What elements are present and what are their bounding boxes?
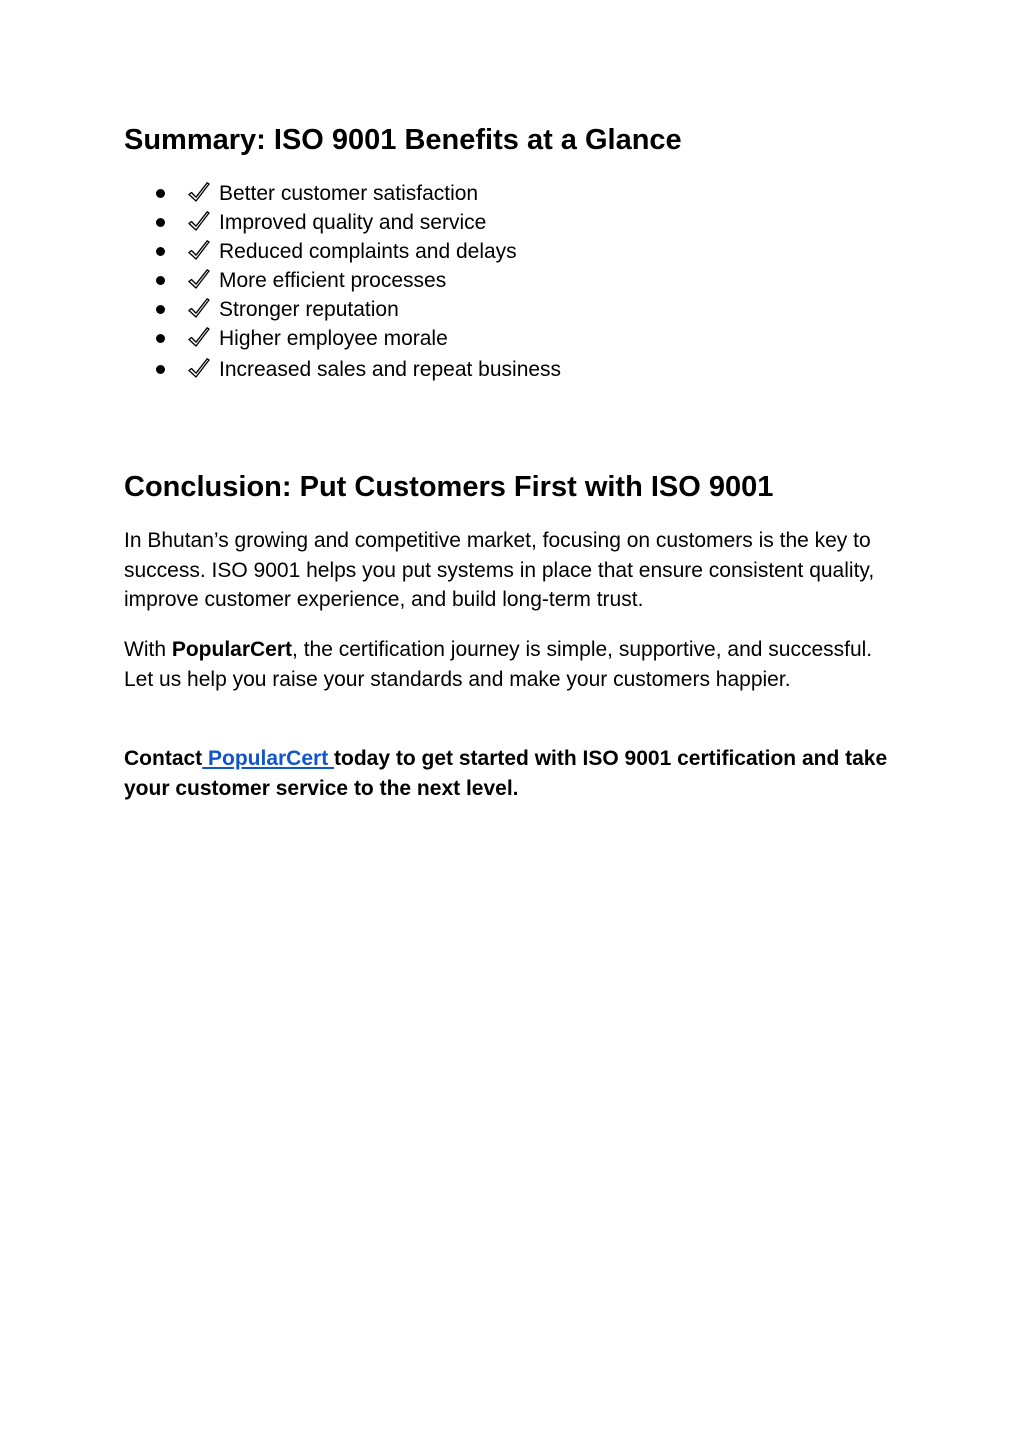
call-to-action <box>124 744 894 803</box>
benefit-label: Stronger reputation <box>219 298 399 321</box>
bullet-icon <box>156 276 165 285</box>
conclusion-paragraph-1: In Bhutan’s growing and competitive market, focusing on customers is the key to success. ISO 9001 helps you put systems in place that ensure consistent quality, improve customer experience, and build long-term trust. <box>124 529 875 611</box>
list-item <box>0 267 1024 296</box>
check-mark-icon <box>186 267 212 293</box>
cta-text: today to get started with ISO 9001 certification and take your customer service to the next level. <box>124 747 888 800</box>
list-item <box>0 356 1024 385</box>
bullet-icon <box>156 305 165 314</box>
conclusion-paragraph-2 <box>124 635 894 694</box>
benefit-label: Increased sales and repeat business <box>219 358 562 381</box>
list-item <box>0 296 1024 325</box>
conclusion-heading: Conclusion: Put Customers First with ISO 9001 <box>124 471 774 503</box>
brand-name: PopularCert <box>171 638 293 661</box>
list-item <box>0 238 1024 267</box>
check-mark-icon <box>186 180 212 206</box>
paragraph-text: With <box>124 638 172 661</box>
check-mark-icon <box>186 325 212 351</box>
paragraph-text: , the certification journey is simple, supportive, and successful. Let us help you raise your standards and make your customers happier. <box>124 638 873 691</box>
check-mark-icon <box>186 238 212 264</box>
cta-text: Contact <box>124 747 203 770</box>
benefit-label: Reduced complaints and delays <box>219 240 517 263</box>
check-mark-icon <box>186 209 212 235</box>
bullet-icon <box>156 218 165 227</box>
list-item <box>0 325 1024 354</box>
bullet-icon <box>156 334 165 343</box>
bullet-icon <box>156 247 165 256</box>
list-item <box>0 180 1024 209</box>
benefit-label: Higher employee morale <box>219 327 448 350</box>
list-item <box>0 209 1024 238</box>
benefit-label: Improved quality and service <box>219 211 487 234</box>
bullet-icon <box>156 189 165 198</box>
bullet-icon <box>156 365 165 374</box>
check-mark-icon <box>186 296 212 322</box>
check-mark-icon <box>186 356 212 382</box>
summary-heading: Summary: ISO 9001 Benefits at a Glance <box>124 124 682 156</box>
benefit-label: Better customer satisfaction <box>219 182 479 205</box>
popularcert-link[interactable]: PopularCert <box>202 747 335 770</box>
benefit-label: More efficient processes <box>219 269 447 292</box>
